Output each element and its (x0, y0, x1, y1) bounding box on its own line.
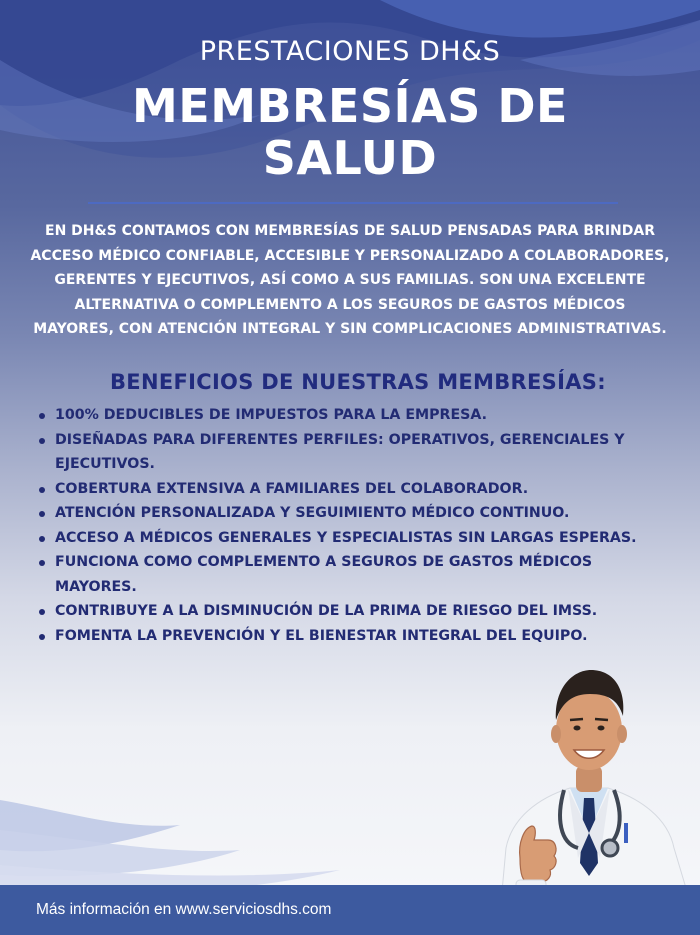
title-divider (88, 202, 618, 204)
benefit-text: FOMENTA LA PREVENCIÓN Y EL BIENESTAR INTEGRAL DEL EQUIPO. (55, 627, 588, 644)
bullet-icon (39, 511, 45, 517)
title-line-2: SALUD (262, 131, 438, 185)
intro-paragraph (20, 219, 680, 342)
title-line-1: MEMBRESÍAS DE (132, 79, 568, 133)
benefit-item (38, 477, 650, 502)
bullet-icon (39, 634, 45, 640)
page-title (0, 80, 700, 184)
benefit-item (38, 501, 650, 526)
benefit-item (38, 428, 650, 477)
intro-line: ACCESO MÉDICO CONFIABLE, ACCESIBLE Y PERSONALIZADO A COLABORADORES, (30, 247, 670, 264)
benefit-item (38, 624, 650, 649)
footer-website-link[interactable]: Más información en www.serviciosdhs.com (36, 901, 332, 918)
benefits-list (38, 403, 650, 648)
intro-line: MAYORES, CON ATENCIÓN INTEGRAL Y SIN COMPLICACIONES ADMINISTRATIVAS. (33, 321, 667, 337)
bullet-icon (39, 487, 45, 493)
bullet-icon (39, 609, 45, 615)
intro-line: GERENTES Y EJECUTIVOS, ASÍ COMO A SUS FAMILIAS. SON UNA EXCELENTE (54, 272, 646, 288)
intro-line: EN DH&S CONTAMOS CON MEMBRESÍAS DE SALUD PENSADAS PARA BRINDAR (45, 223, 655, 239)
bullet-icon (39, 438, 45, 444)
benefit-item (38, 403, 650, 428)
benefit-text: DISEÑADAS PARA DIFERENTES PERFILES: OPERATIVOS, GERENCIALES Y EJECUTIVOS. (55, 431, 625, 472)
benefit-text: ATENCIÓN PERSONALIZADA Y SEGUIMIENTO MÉDICO CONTINUO. (55, 505, 570, 521)
benefit-text: ACCESO A MÉDICOS GENERALES Y ESPECIALISTAS SIN LARGAS ESPERAS. (55, 529, 637, 546)
benefit-item (38, 550, 650, 599)
benefit-text: 100% DEDUCIBLES DE IMPUESTOS PARA LA EMPRESA. (55, 407, 488, 423)
intro-line: ALTERNATIVA O COMPLEMENTO A LOS SEGUROS DE GASTOS MÉDICOS (74, 296, 626, 313)
benefit-text: COBERTURA EXTENSIVA A FAMILIARES DEL COLABORADOR. (55, 480, 529, 497)
benefit-item (38, 526, 650, 551)
benefits-heading: BENEFICIOS DE NUESTRAS MEMBRESÍAS: (110, 370, 606, 394)
footer-bar (0, 885, 700, 935)
subtitle: PRESTACIONES DH&S (199, 36, 501, 67)
bullet-icon (39, 536, 45, 542)
benefit-text: CONTRIBUYE A LA DISMINUCIÓN DE LA PRIMA DE RIESGO DEL IMSS. (55, 603, 598, 619)
benefit-item (38, 599, 650, 624)
bullet-icon (39, 413, 45, 419)
bullet-icon (39, 560, 45, 566)
benefit-text: FUNCIONA COMO COMPLEMENTO A SEGUROS DE GASTOS MÉDICOS MAYORES. (55, 554, 593, 595)
